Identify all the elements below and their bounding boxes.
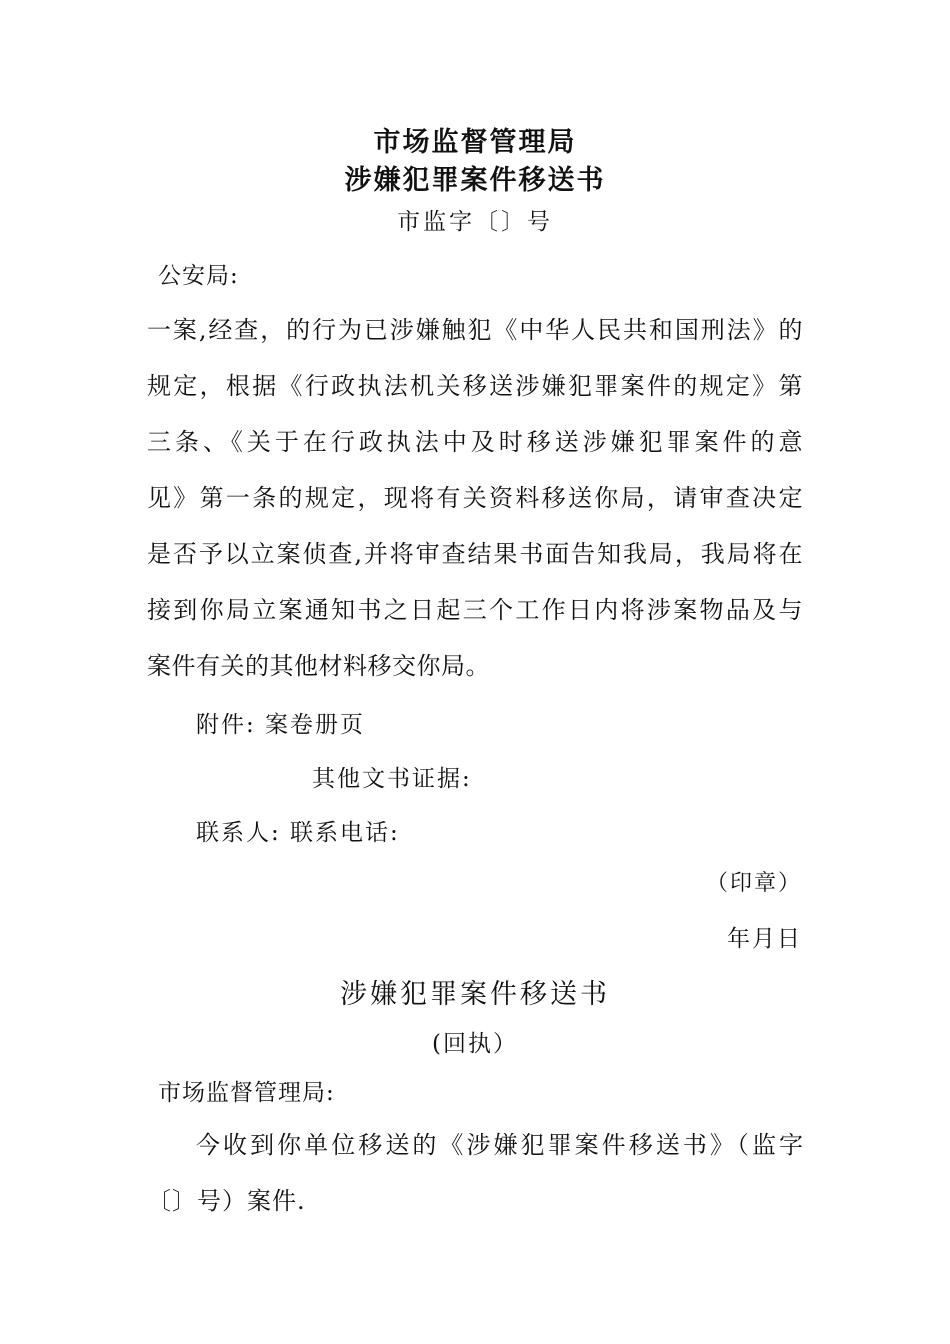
body-line: 三条、《关于在行政执法中及时移送涉嫌犯罪案件的意	[147, 428, 803, 456]
other-evidence-line: 其他文书证据:	[312, 766, 472, 792]
document-title-agency: 市场监督管理局	[373, 127, 577, 158]
date-line: 年月日	[727, 926, 802, 952]
receipt-addressee: 市场监督管理局:	[158, 1080, 335, 1106]
body-line: 一案,经查，的行为已涉嫌触犯《中华人民共和国刑法》的	[147, 316, 803, 344]
receipt-body-line: 今收到你单位移送的《涉嫌犯罪案件移送书》（监字	[196, 1131, 803, 1159]
addressee: 公安局:	[158, 263, 239, 289]
body-line: 接到你局立案通知书之日起三个工作日内将涉案物品及与	[147, 596, 803, 624]
receipt-subtitle: (回执）	[432, 1031, 518, 1057]
document-title: 涉嫌犯罪案件移送书	[344, 165, 606, 196]
receipt-body-line: 〔〕号）案件.	[147, 1187, 306, 1215]
body-line: 规定，根据《行政执法机关移送涉嫌犯罪案件的规定》第	[147, 372, 803, 400]
contact-line: 联系人: 联系电话:	[196, 820, 400, 846]
document-number: 市监字〔〕号	[397, 209, 553, 235]
body-line: 是否予以立案侦查,并将审查结果书面告知我局，我局将在	[147, 540, 803, 568]
seal-placeholder: （印章）	[705, 871, 802, 896]
body-line: 见》第一条的规定，现将有关资料移送你局，请审查决定	[147, 484, 803, 512]
body-line: 案件有关的其他材料移交你局。	[147, 652, 490, 680]
attachment-line: 附件: 案卷册页	[196, 712, 366, 738]
receipt-title: 涉嫌犯罪案件移送书	[340, 979, 610, 1010]
